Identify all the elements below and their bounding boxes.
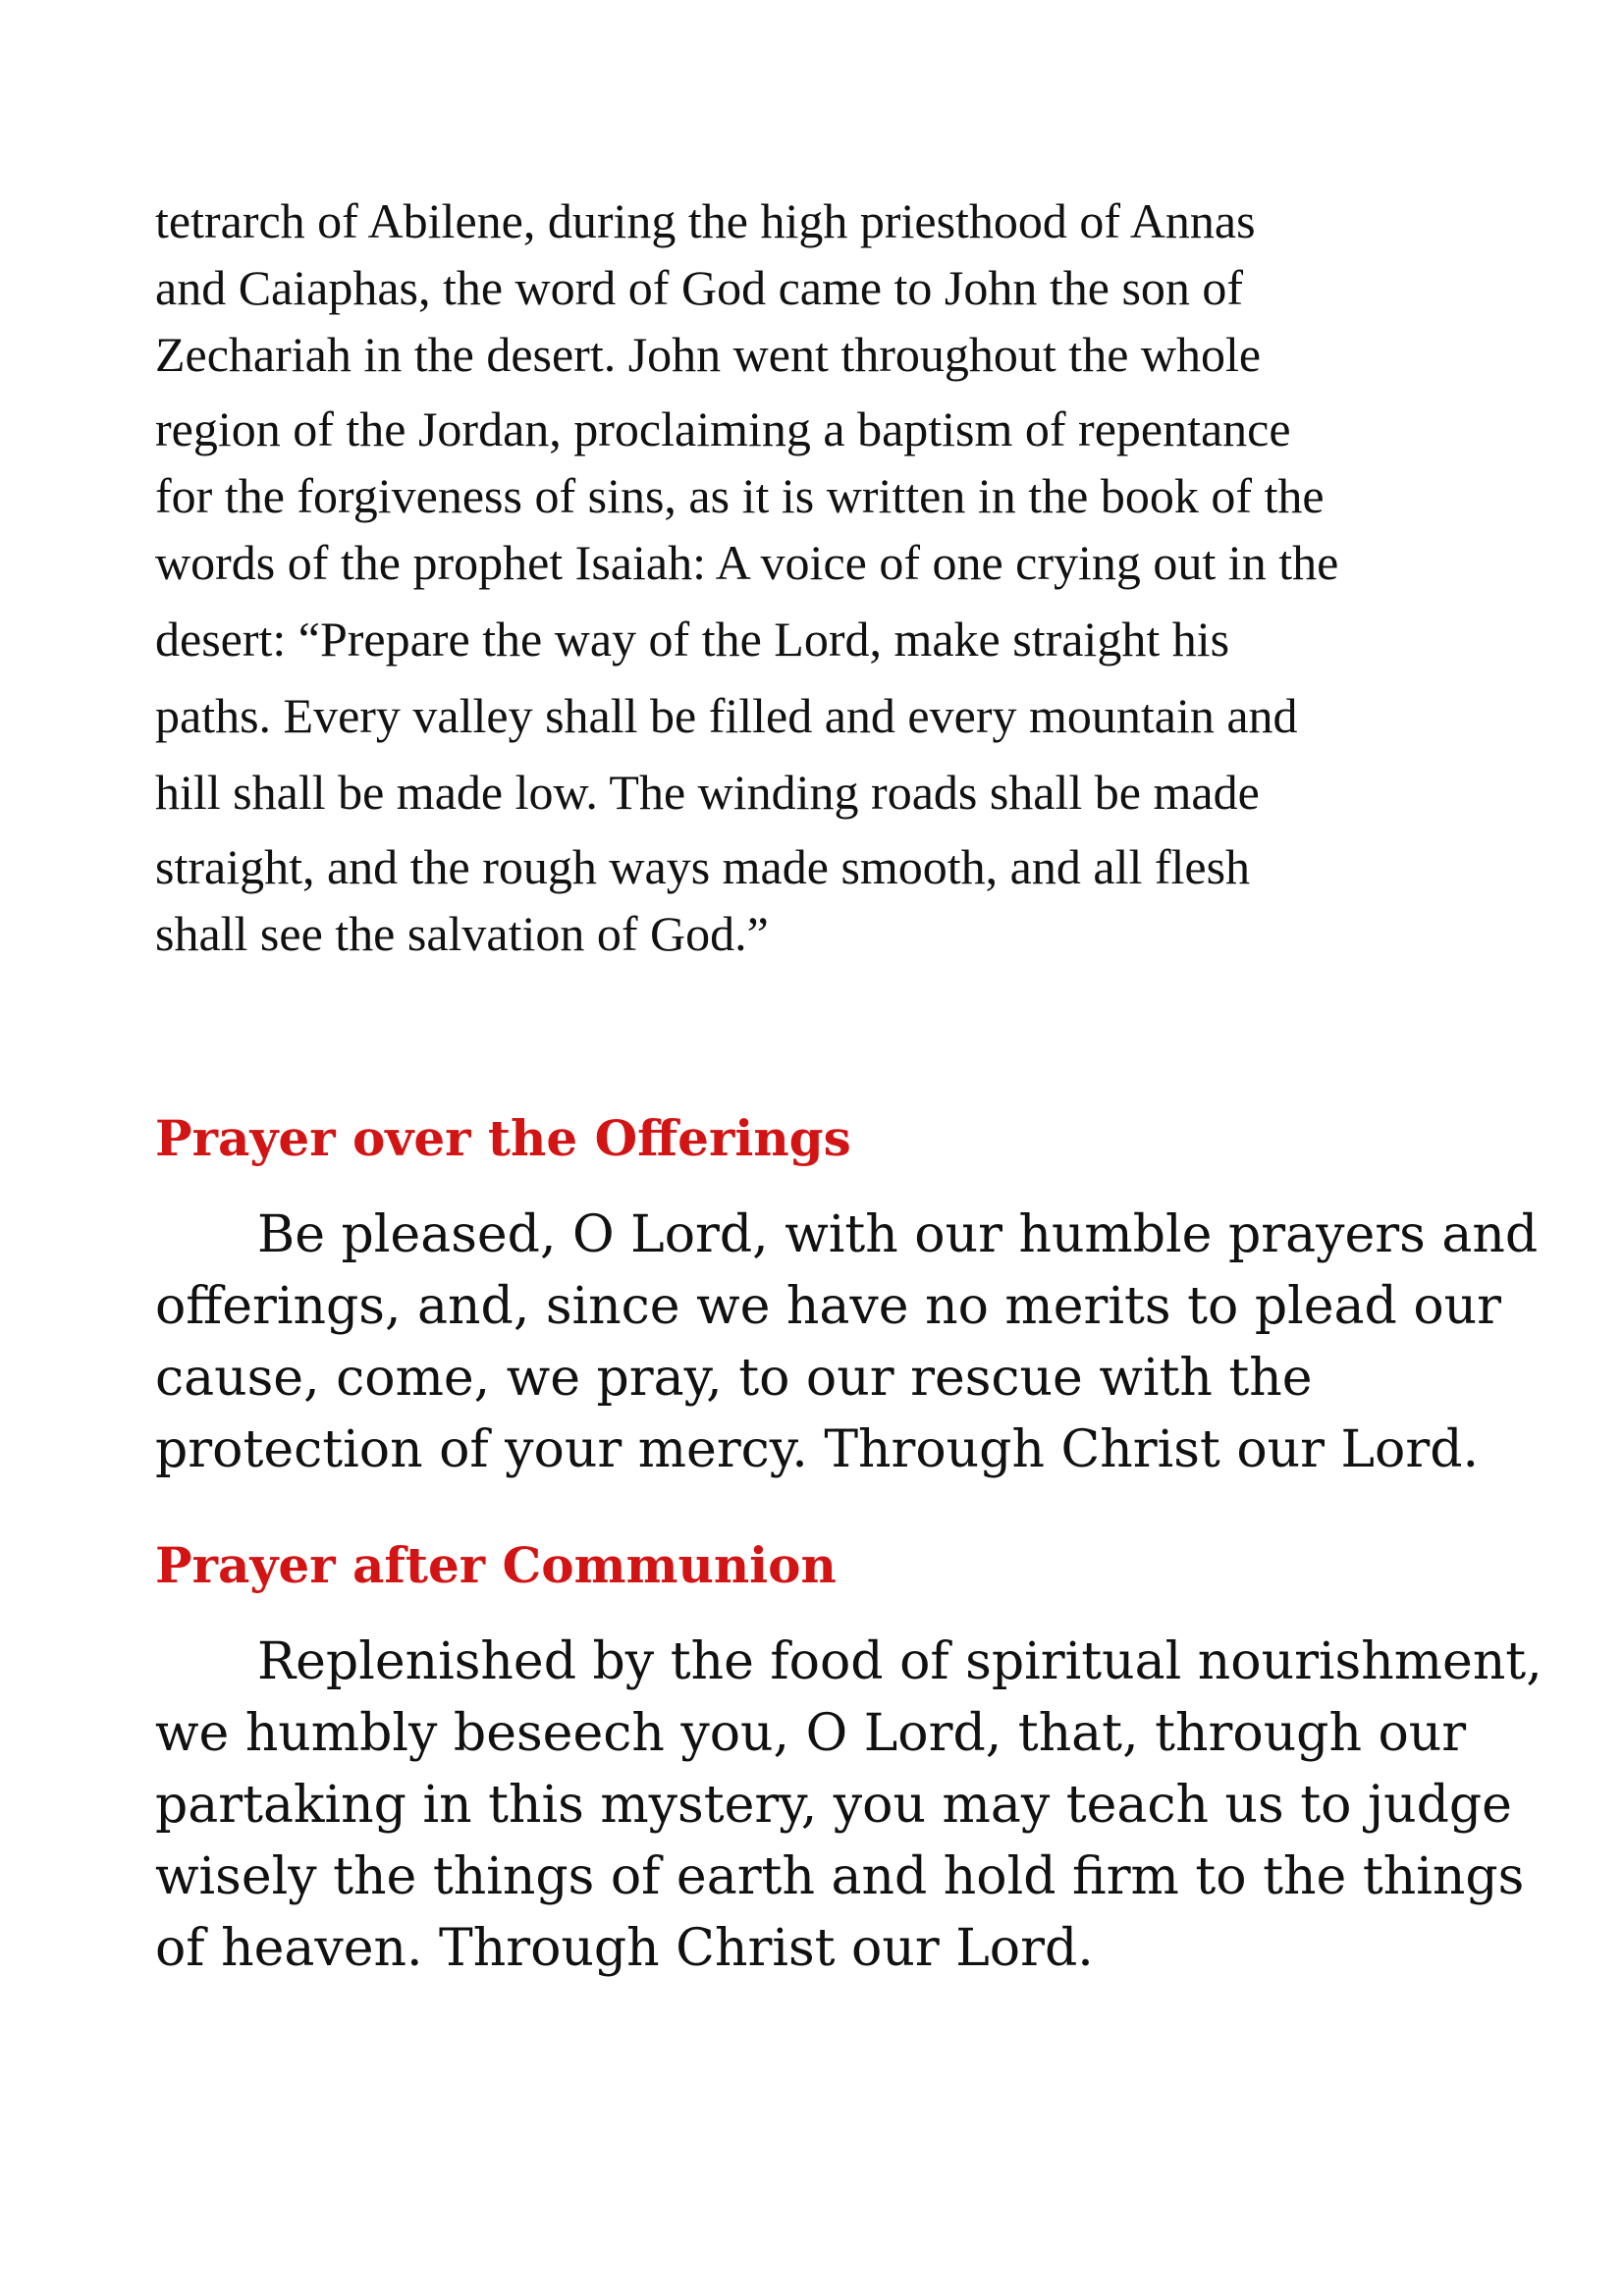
reading-line: for the forgiveness of sins, as it is written in the book of the	[155, 468, 1325, 523]
offerings-prayer-text	[155, 1205, 1549, 1492]
reading-line: Zechariah in the desert. John went throughout the whole	[155, 327, 1262, 382]
reading-line: and Caiaphas, the word of God came to John the son of	[155, 260, 1244, 315]
reading-line: hill shall be made low. The winding roads shall be made	[155, 765, 1260, 820]
prayer-line: Be pleased, O Lord, with our humble prayers and	[257, 1205, 1539, 1264]
reading-line: desert: “Prepare the way of the Lord, make straight his	[155, 612, 1230, 667]
prayer-line: cause, come, we pray, to our rescue with the	[155, 1349, 1313, 1408]
reading-line: straight, and the rough ways made smooth, and all flesh	[155, 839, 1251, 894]
reading-line: tetrarch of Abilene, during the high priesthood of Annas	[155, 193, 1256, 248]
prayer-line: we humbly beseech you, O Lord, that, through our	[155, 1704, 1467, 1763]
prayer-line: partaking in this mystery, you may teach us to judge	[155, 1776, 1512, 1835]
reading-line: shall see the salvation of God.”	[155, 906, 769, 961]
prayer-line: Replenished by the food of spiritual nourishment,	[257, 1632, 1543, 1691]
reading-line: words of the prophet Isaiah: A voice of one crying out in the	[155, 535, 1339, 590]
prayer-line: of heaven. Through Christ our Lord.	[155, 1919, 1094, 1978]
reading-line: region of the Jordan, proclaiming a baptism of repentance	[155, 401, 1291, 456]
gospel-reading-text	[155, 192, 1530, 972]
prayer-line: wisely the things of earth and hold firm to the things	[155, 1847, 1525, 1906]
communion-heading: Prayer after Communion	[155, 1536, 837, 1594]
reading-line: paths. Every valley shall be filled and every mountain and	[155, 688, 1298, 743]
offerings-heading: Prayer over the Offerings	[155, 1109, 851, 1167]
prayer-line: protection of your mercy. Through Christ our Lord.	[155, 1420, 1480, 1479]
prayer-line: offerings, and, since we have no merits to plead our	[155, 1277, 1501, 1336]
communion-prayer-text	[155, 1632, 1549, 1991]
